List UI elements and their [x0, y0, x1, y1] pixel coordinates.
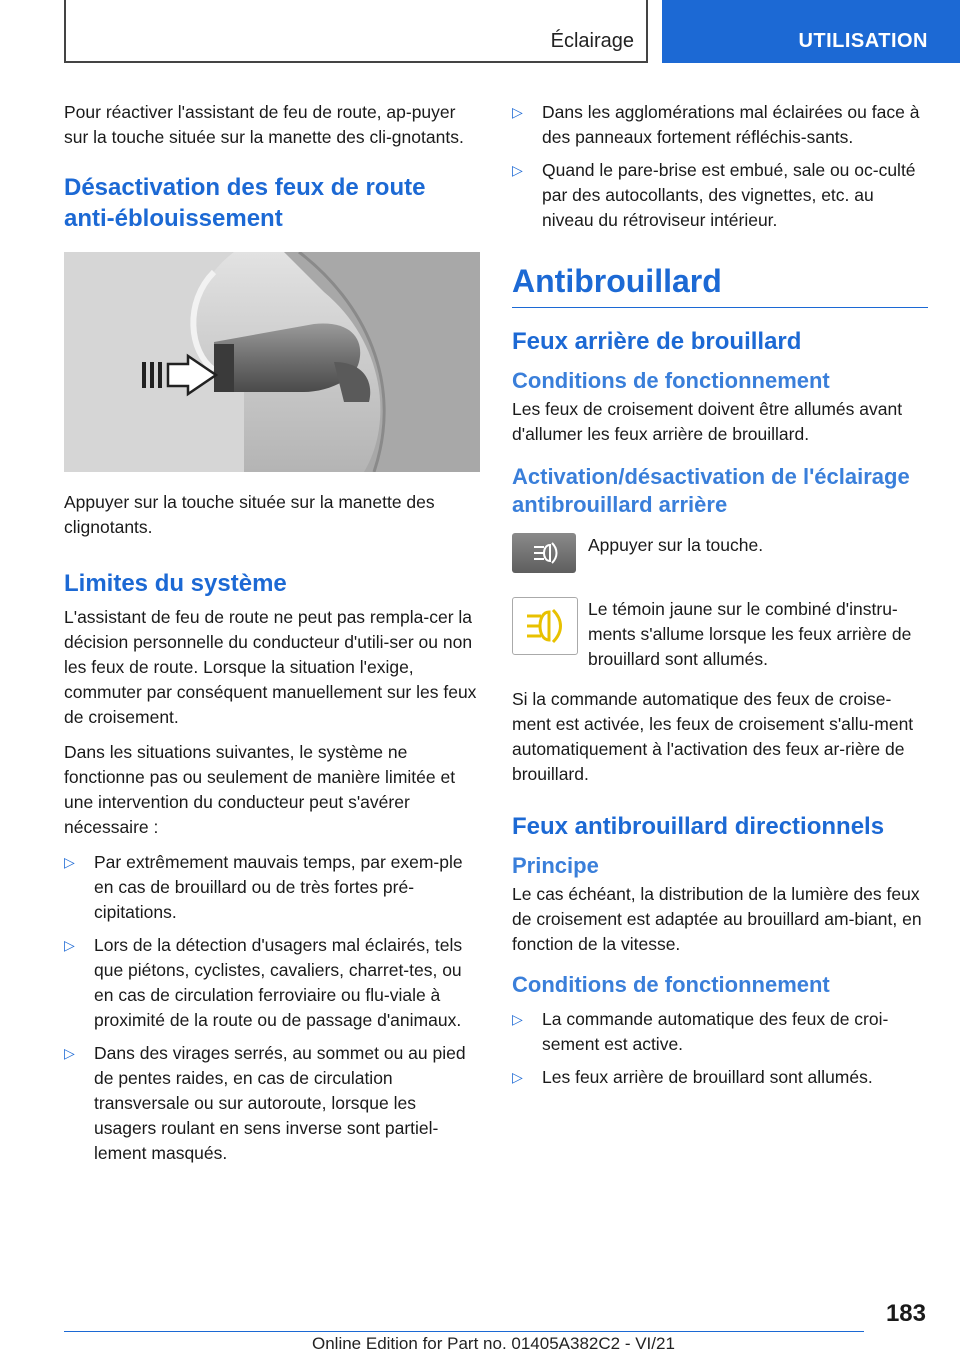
- rear-fog-button-icon: [512, 533, 576, 573]
- list-item: ▷ Par extrêmement mauvais temps, par exem-ple en cas de brouillard ou de très fortes pré-cipitations.: [64, 852, 463, 922]
- right-column: [512, 100, 928, 1100]
- limits-list: [64, 850, 480, 1166]
- header-left-box: [64, 0, 648, 63]
- conditions-list: [512, 1007, 928, 1090]
- list-item: ▷ Quand le pare-brise est embué, sale ou oc-culté par des autocollants, des vignettes, etc. au niveau du rétroviseur intérieur.: [512, 160, 916, 230]
- fog-button-row: [512, 533, 928, 583]
- heading-limits: Limites du système: [64, 570, 287, 597]
- triangle-bullet-icon: ▷: [512, 104, 523, 120]
- rear-fog-indicator-icon: [512, 597, 578, 655]
- header-section-title: Éclairage: [550, 30, 634, 52]
- limits-list-continued: [512, 100, 928, 233]
- photo-caption: Appuyer sur la touche située sur la manette des clignotants.: [64, 492, 435, 537]
- heading-antibrouillard: Antibrouillard: [512, 263, 722, 299]
- heading-conditions-2: Conditions de fonctionnement: [512, 972, 830, 997]
- limits-paragraph-1: L'assistant de feu de route ne peut pas rempla-cer la décision personnelle du conducteur d'utili-ser ou non les feux de route. Lorsque la situation l'exige, commuter par conséquent manuellement sur les feux de croisement.: [64, 607, 477, 727]
- stalk-button-photo: [64, 252, 480, 472]
- heading-deactivation: Désactivation des feux de route anti-éblouissement: [64, 174, 426, 232]
- limits-paragraph-2: Dans les situations suivantes, le système ne fonctionne pas ou seulement de manière limitée et une intervention du conducteur peut s'avérer nécessaire :: [64, 742, 456, 837]
- fog-indicator-row: [512, 597, 928, 673]
- list-item: ▷ Les feux arrière de brouillard sont allumés.: [512, 1065, 928, 1090]
- list-item: ▷ Dans les agglomérations mal éclairées ou face à des panneaux fortement réfléchis-sants.: [512, 102, 920, 147]
- list-item: ▷ Lors de la détection d'usagers mal éclairés, tels que piétons, cyclistes, cavaliers, charret-tes, ou en cas de circulation ferroviaire ou flu-viale à proximité de la route ou de passage d'animaux.: [64, 935, 463, 1030]
- intro-paragraph: Pour réactiver l'assistant de feu de route, ap-puyer sur la touche située sur la manette des cli-gnotants.: [64, 102, 464, 147]
- fog-indicator-text: Le témoin jaune sur le combiné d'instru-ments s'allume lorsque les feux arrière de brouillard sont allumés.: [588, 599, 912, 669]
- list-item: ▷ Dans des virages serrés, au sommet ou au pied de pentes raides, en cas de circulation transversale ou sur autoroute, lorsque les usagers roulant en sens inverse sont partiel-lement masqués.: [64, 1043, 466, 1163]
- heading-directional: Feux antibrouillard directionnels: [512, 813, 885, 840]
- footer-rule: [64, 1331, 864, 1332]
- heading-rear-fog: Feux arrière de brouillard: [512, 328, 802, 355]
- heading-activation: Activation/désactivation de l'éclairage antibrouillard arrière: [512, 464, 910, 517]
- chapter-heading-rule: [512, 259, 928, 308]
- triangle-bullet-icon: ▷: [64, 854, 75, 870]
- left-column: [64, 100, 480, 1176]
- auto-paragraph: Si la commande automatique des feux de croise-ment est activée, les feux de croisement s'allu-ment automatiquement à l'activation des feux ar-rière de brouillard.: [512, 689, 914, 784]
- footer-edition: Online Edition for Part no. 01405A382C2 - VI/21: [312, 1334, 675, 1353]
- heading-principle: Principe: [512, 853, 599, 878]
- triangle-bullet-icon: ▷: [64, 1045, 75, 1061]
- triangle-bullet-icon: ▷: [512, 1069, 523, 1085]
- principle-paragraph: Le cas échéant, la distribution de la lumière des feux de croisement est adaptée au brouillard am-biant, en fonction de la vitesse.: [512, 884, 922, 954]
- stalk-illustration: [64, 252, 480, 472]
- page-number: 183: [885, 1300, 926, 1327]
- triangle-bullet-icon: ▷: [512, 162, 523, 178]
- header-chapter-tab: UTILISATION: [662, 0, 960, 63]
- list-item: ▷ La commande automatique des feux de croi-sement est active.: [512, 1009, 889, 1054]
- fog-button-text: Appuyer sur la touche.: [588, 535, 764, 555]
- triangle-bullet-icon: ▷: [512, 1011, 523, 1027]
- triangle-bullet-icon: ▷: [64, 937, 75, 953]
- heading-conditions: Conditions de fonctionnement: [512, 368, 830, 393]
- conditions-paragraph: Les feux de croisement doivent être allumés avant d'allumer les feux arrière de brouillard.: [512, 399, 903, 444]
